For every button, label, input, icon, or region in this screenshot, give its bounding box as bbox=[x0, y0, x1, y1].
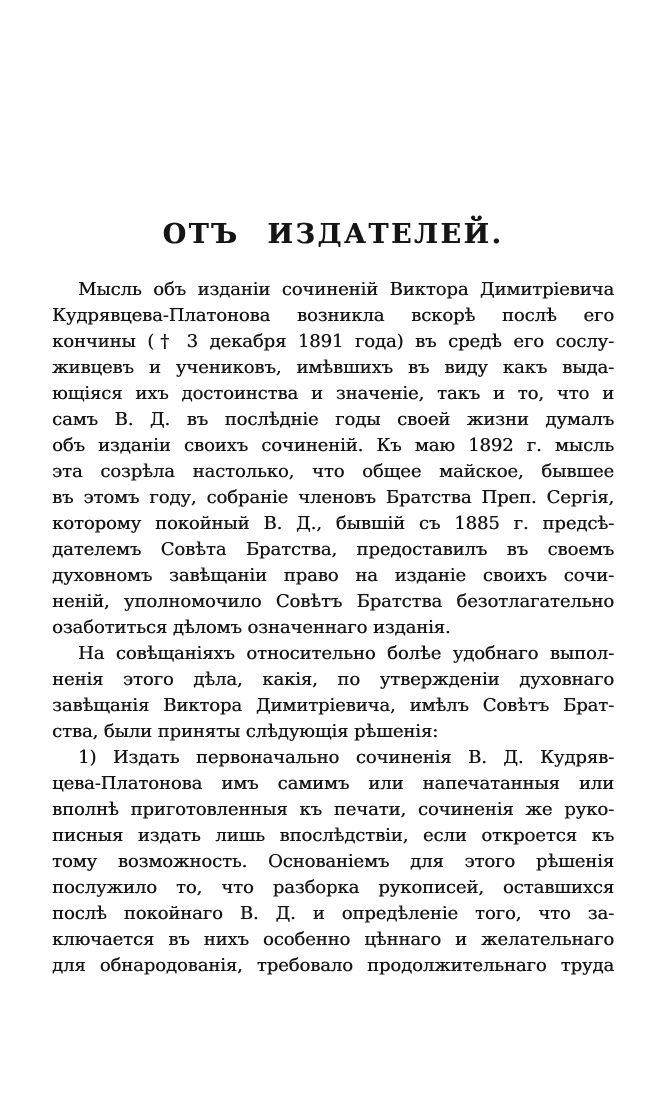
text-line: ненія этого дѣла, какія, по утвержденіи духовнаго bbox=[52, 669, 614, 690]
text-line: вполнѣ приготовленныя къ печати, сочиненія же руко- bbox=[52, 799, 614, 820]
text-line: завѣщанія Виктора Димитріевича, имѣлъ Совѣтъ Брат- bbox=[52, 695, 614, 716]
text-line: живцевъ и учениковъ, имѣвшихъ въ виду какъ выда- bbox=[52, 357, 614, 378]
text-line: послужило то, что разборка рукописей, оставшихся bbox=[52, 877, 614, 898]
body-text bbox=[52, 277, 614, 979]
text-line: которому покойный В. Д., бывшій съ 1885 г. предсѣ- bbox=[52, 513, 614, 534]
text-line: ющіяся ихъ достоинства и значеніе, такъ и то, что и bbox=[52, 383, 614, 404]
text-line: объ изданіи своихъ сочиненій. Къ маю 1892 г. мысль bbox=[52, 435, 614, 456]
text-line: Мысль объ изданіи сочиненій Виктора Димитріевича bbox=[78, 279, 614, 300]
text-line: Кудрявцева-Платонова возникла вскорѣ послѣ его bbox=[52, 305, 614, 326]
text-line: ключается въ нихъ особенно цѣннаго и желательнаго bbox=[52, 929, 614, 950]
text-line: озаботиться дѣломъ означеннаго изданія. bbox=[52, 617, 451, 638]
text-line: послѣ покойнаго В. Д. и опредѣленіе того, что за- bbox=[52, 903, 614, 924]
text-line: На совѣщаніяхъ относительно болѣе удобнаго выпол- bbox=[78, 643, 614, 664]
text-line: самъ В. Д. въ послѣдніе годы своей жизни думалъ bbox=[52, 409, 614, 430]
text-line: ства, были приняты слѣдующія рѣшенія: bbox=[52, 721, 439, 742]
text-line: дателемъ Совѣта Братства, предоставилъ въ своемъ bbox=[52, 539, 614, 560]
text-line: тому возможность. Основаніемъ для этого рѣшенія bbox=[52, 851, 614, 872]
text-line: писныя издать лишь впослѣдствіи, если откроется къ bbox=[52, 825, 614, 846]
paragraph bbox=[52, 641, 614, 745]
text-line: цева-Платонова имъ самимъ или напечатанныя или bbox=[52, 773, 614, 794]
paragraph bbox=[52, 277, 614, 641]
text-line: неній, уполномочило Совѣтъ Братства безотлагательно bbox=[52, 591, 614, 612]
text-line: для обнародованія, требовало продолжительнаго труда bbox=[52, 955, 614, 976]
page-title: ОТЪ ИЗДАТЕЛЕЙ. bbox=[162, 219, 504, 250]
text-line: эта созрѣла настолько, что общее майское, бывшее bbox=[52, 461, 614, 482]
paragraph bbox=[52, 745, 614, 979]
text-line: 1) Издать первоначально сочиненія В. Д. Кудряв- bbox=[78, 747, 614, 768]
text-line: духовномъ завѣщаніи право на изданіе своихъ сочи- bbox=[52, 565, 614, 586]
text-line: кончины († 3 декабря 1891 года) въ средѣ его сослу- bbox=[52, 331, 614, 352]
text-line: въ этомъ году, собраніе членовъ Братства Преп. Сергія, bbox=[52, 487, 614, 508]
